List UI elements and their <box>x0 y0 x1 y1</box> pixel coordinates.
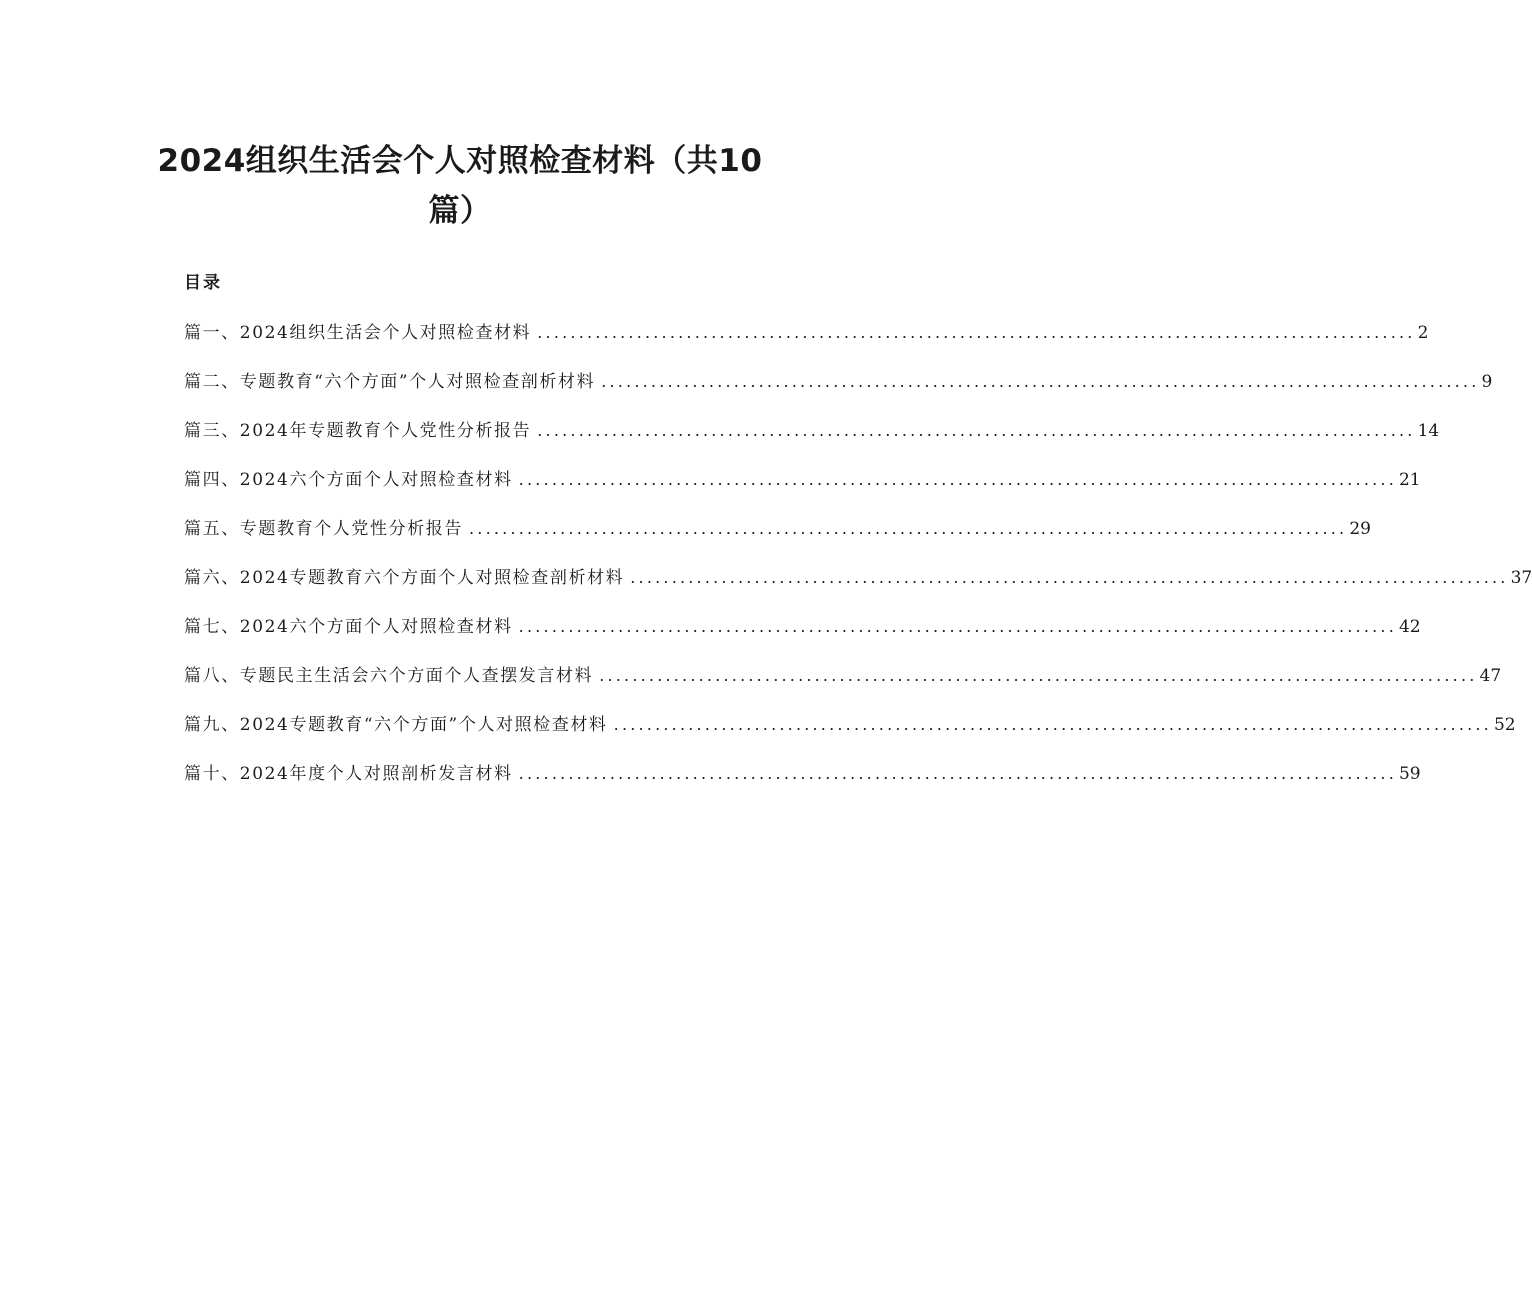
toc-entry-label: 篇一、2024组织生活会个人对照检查材料 <box>184 323 532 343</box>
document-title-line-2: 篇） <box>428 193 492 229</box>
toc-heading: 目录 <box>184 273 222 293</box>
toc-entry-4[interactable] <box>184 469 1421 518</box>
document-title-line-1: 2024组织生活会个人对照检查材料（共10 <box>157 143 763 179</box>
toc-entry-label: 篇五、专题教育个人党性分析报告 <box>184 519 463 539</box>
toc-entry-5[interactable] <box>184 518 1371 567</box>
toc-page-number: 29 <box>1349 519 1371 539</box>
toc-page-number: 9 <box>1481 372 1493 392</box>
toc-entry-1[interactable] <box>184 322 1429 371</box>
toc-dot-leader: .......................................................................................................... <box>469 519 1348 538</box>
toc-entry-3[interactable] <box>184 420 1440 469</box>
document-title <box>150 136 770 236</box>
toc-page-number: 52 <box>1493 715 1516 735</box>
toc-entry-label: 篇二、专题教育“六个方面”个人对照检查剖析材料 <box>184 372 596 392</box>
toc-entry-label: 篇三、2024年专题教育个人党性分析报告 <box>184 421 532 441</box>
toc-page-number: 21 <box>1398 470 1421 490</box>
toc-entry-label: 篇七、2024六个方面个人对照检查材料 <box>184 617 513 637</box>
toc-page-number: 42 <box>1398 617 1421 637</box>
toc-entry-label: 篇六、2024专题教育六个方面个人对照检查剖析材料 <box>184 568 625 588</box>
toc-dot-leader: .......................................................................................................... <box>613 715 1492 734</box>
toc-entry-2[interactable] <box>184 371 1493 420</box>
toc-page-number: 47 <box>1479 666 1502 686</box>
toc-entry-10[interactable] <box>184 763 1421 812</box>
toc-dot-leader: .......................................................................................................... <box>599 666 1478 685</box>
toc-dot-leader: .......................................................................................................... <box>537 421 1416 440</box>
toc-page-number: 14 <box>1417 421 1440 441</box>
toc-dot-leader: .......................................................................................................... <box>537 323 1416 342</box>
toc-dot-leader: .......................................................................................................... <box>601 372 1480 391</box>
toc-dot-leader: .......................................................................................................... <box>518 470 1397 489</box>
toc-entry-6[interactable] <box>184 567 1532 616</box>
toc-entry-label: 篇四、2024六个方面个人对照检查材料 <box>184 470 513 490</box>
toc-page-number: 37 <box>1510 568 1532 588</box>
toc-page-number: 2 <box>1417 323 1429 343</box>
toc-entry-9[interactable] <box>184 714 1516 763</box>
toc-page-number: 59 <box>1398 764 1421 784</box>
toc-entry-label: 篇十、2024年度个人对照剖析发言材料 <box>184 764 513 784</box>
toc-entry-label: 篇八、专题民主生活会六个方面个人查摆发言材料 <box>184 666 594 686</box>
toc-entry-label: 篇九、2024专题教育“六个方面”个人对照检查材料 <box>184 715 608 735</box>
table-of-contents <box>184 322 1532 812</box>
toc-dot-leader: .......................................................................................................... <box>630 568 1509 587</box>
toc-dot-leader: .......................................................................................................... <box>518 764 1397 783</box>
toc-entry-8[interactable] <box>184 665 1502 714</box>
toc-dot-leader: .......................................................................................................... <box>518 617 1397 636</box>
toc-entry-7[interactable] <box>184 616 1421 665</box>
